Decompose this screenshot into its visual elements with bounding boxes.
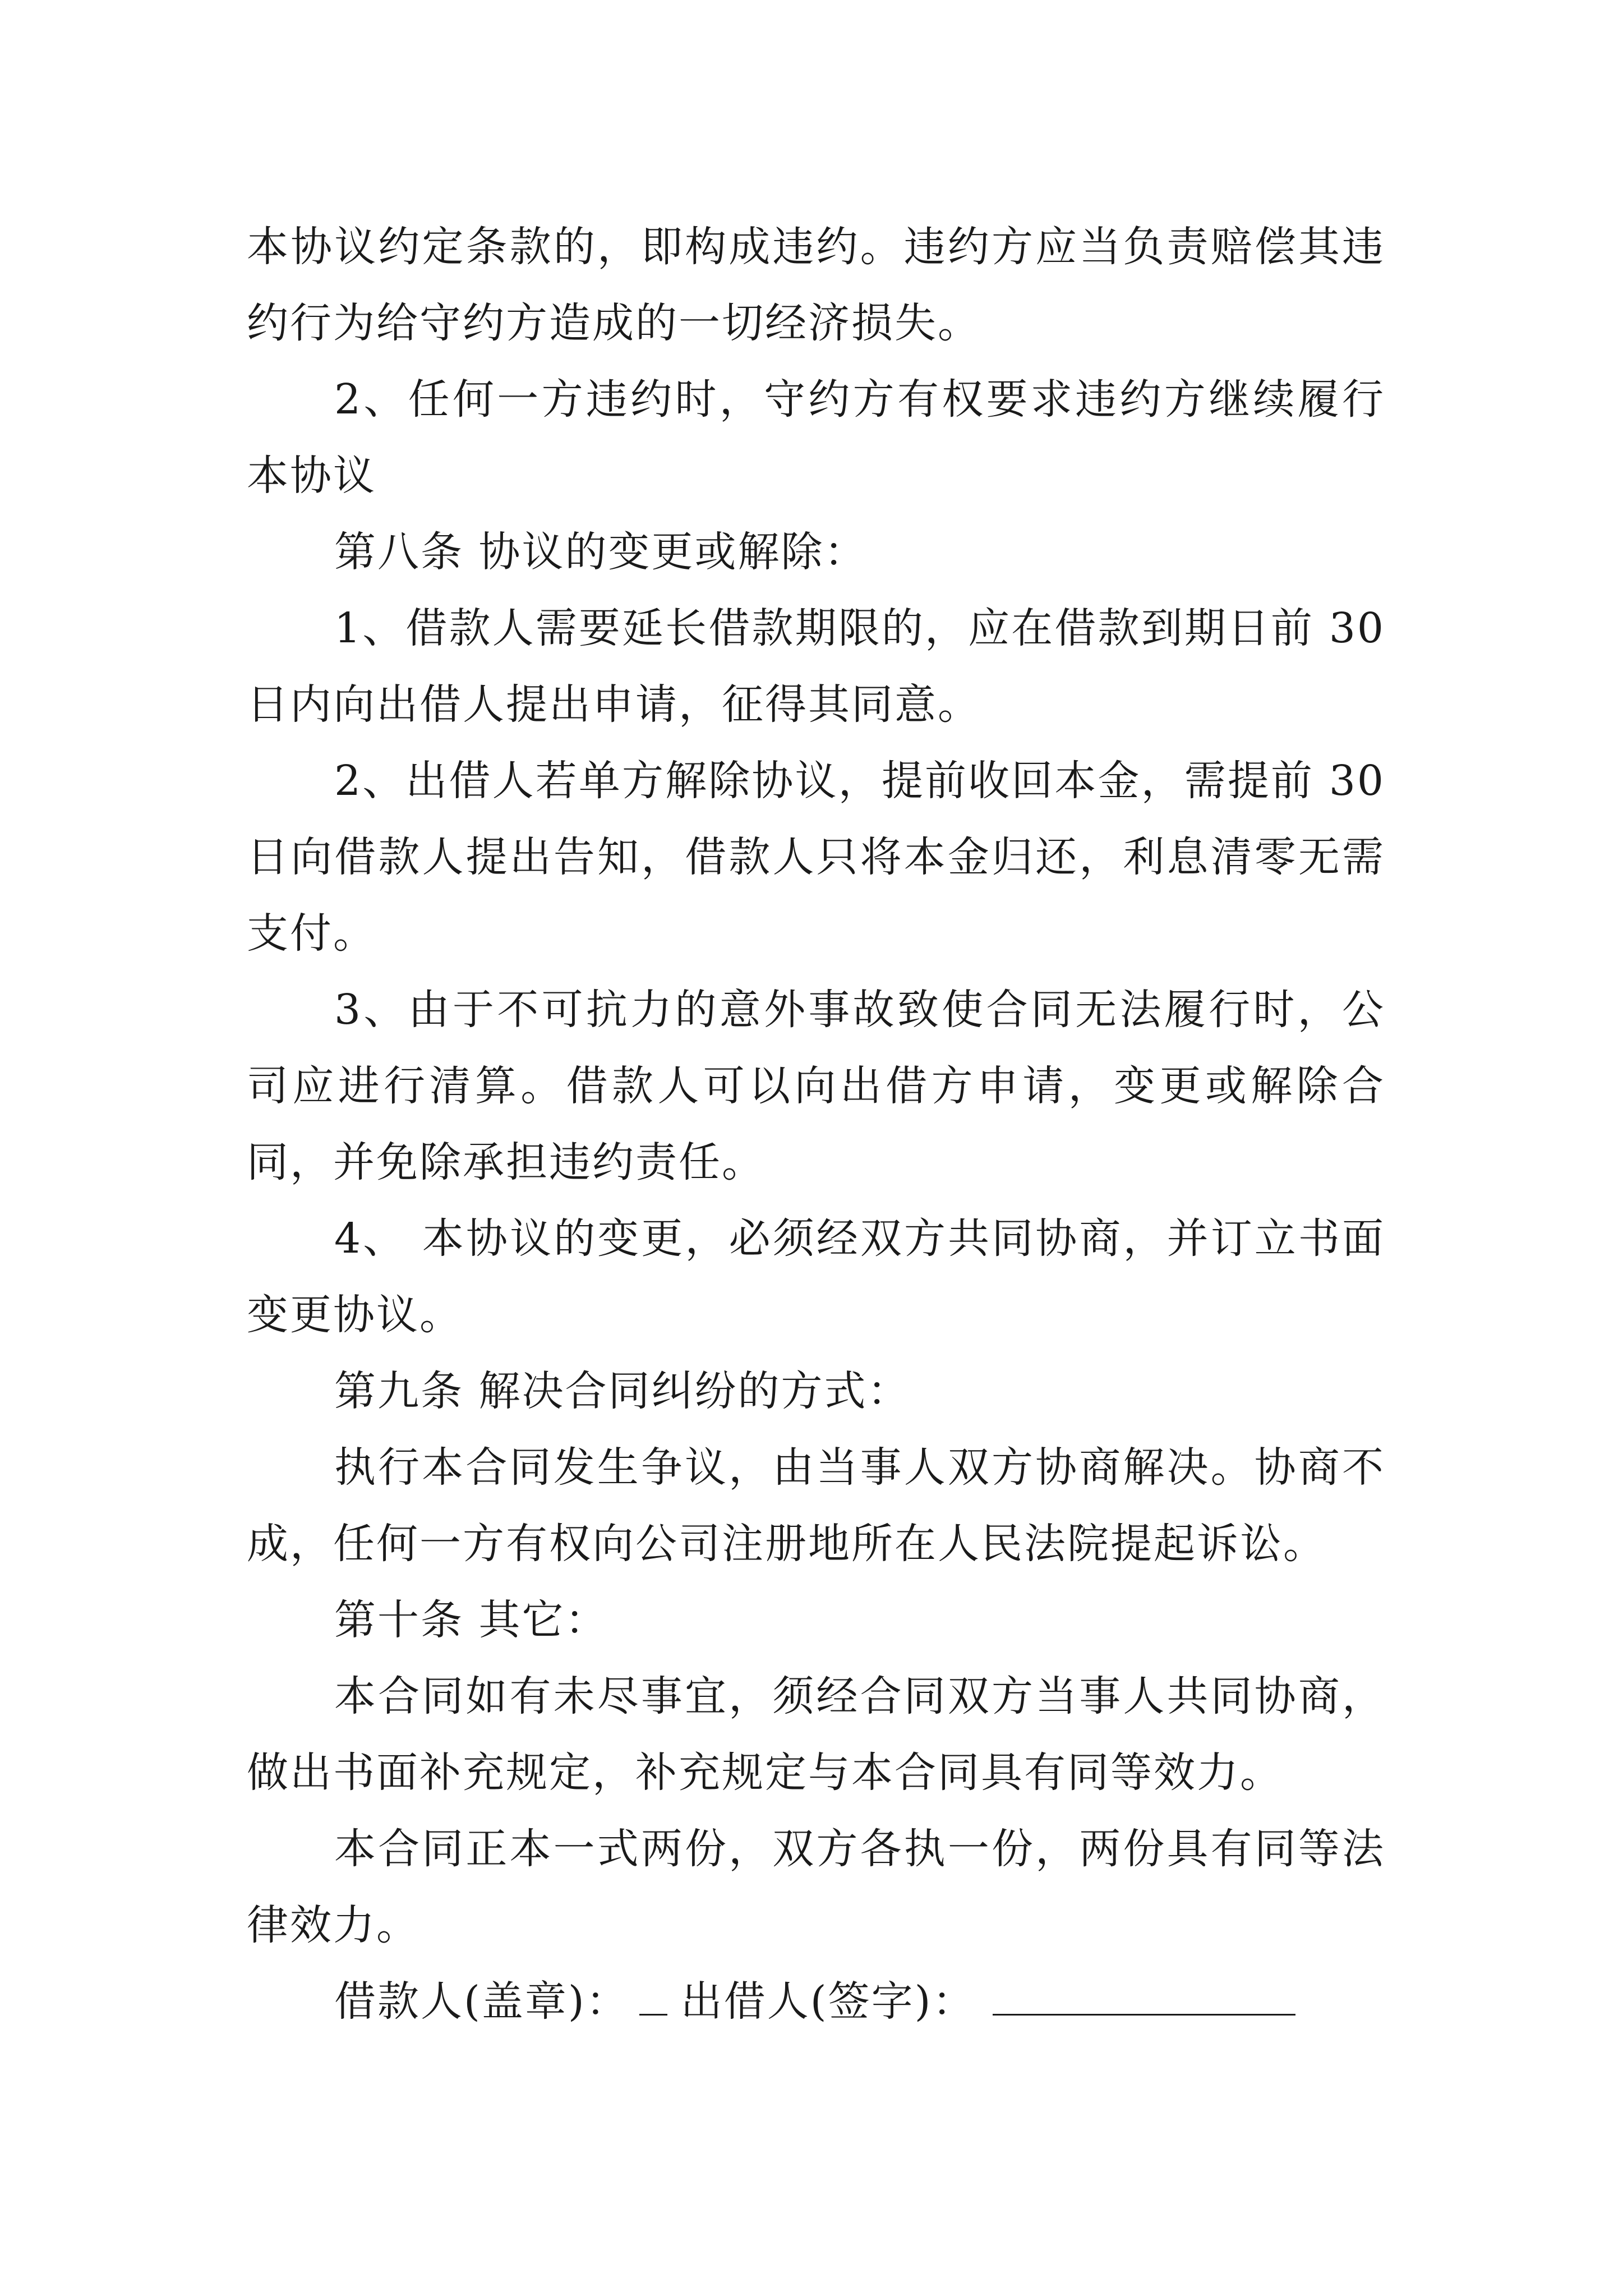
- heading-article-9: 第九条 解决合同纠纷的方式：: [334, 1367, 911, 1415]
- paragraph-article-10-body-2: 本合同正本一式两份，双方各执一份，两份具有同等法律效力。: [247, 1825, 1385, 1949]
- heading-article-10: 第十条 其它：: [334, 1596, 608, 1644]
- paragraph-article-8-item-1: 1、借款人需要延长借款期限的，应在借款到期日前 30 日内向出借人提出申请，征得其同意。: [247, 604, 1385, 729]
- lender-signature-label: 出借人(签字)：: [680, 1977, 976, 2026]
- paragraph-article-9-body: 执行本合同发生争议，由当事人双方协商解决。协商不成，任何一方有权向公司注册地所在人民法院提起诉讼。: [247, 1443, 1385, 1568]
- heading-article-8: 第八条 协议的变更或解除：: [334, 528, 868, 576]
- paragraph-breach-clause: 本协议约定条款的，即构成违约。违约方应当负责赔偿其违约行为给守约方造成的一切经济损失。: [247, 223, 1385, 347]
- lender-signature-blank[interactable]: [993, 1980, 1295, 2016]
- paragraph-breach-item-2: 2、任何一方违约时，守约方有权要求违约方继续履行本协议: [247, 375, 1385, 500]
- paragraph-article-8-item-4: 4、 本协议的变更，必须经双方共同协商，并订立书面变更协议。: [247, 1214, 1385, 1339]
- paragraph-article-8-item-3: 3、由于不可抗力的意外事故致使合同无法履行时，公司应进行清算。借款人可以向出借方申请，变更或解除合同，并免除承担违约责任。: [247, 986, 1385, 1186]
- borrower-seal-label: 借款人(盖章)：: [334, 1977, 629, 2026]
- signature-line: [247, 1963, 1385, 2040]
- document-body: [247, 209, 1385, 2040]
- borrower-seal-blank[interactable]: [639, 1980, 667, 2016]
- paragraph-article-8-item-2: 2、出借人若单方解除协议，提前收回本金，需提前 30 日向借款人提出告知，借款人只将本金归还，利息清零无需支付。: [247, 757, 1385, 958]
- paragraph-article-10-body-1: 本合同如有未尽事宜，须经合同双方当事人共同协商，做出书面补充规定，补充规定与本合同具有同等效力。: [247, 1672, 1385, 1797]
